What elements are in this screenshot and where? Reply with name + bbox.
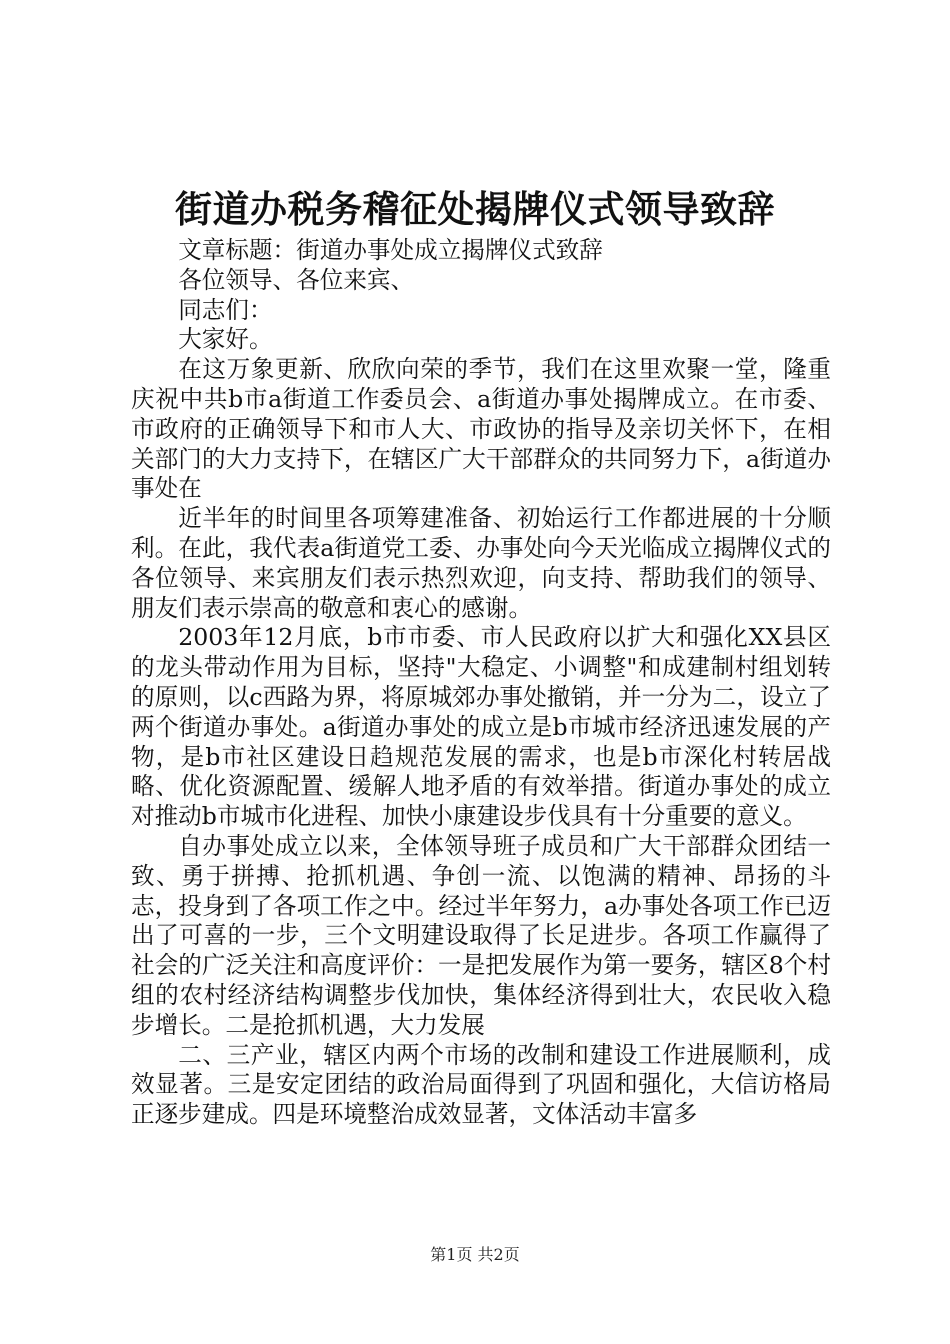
salutation-line: 各位领导、各位来宾、 bbox=[178, 265, 415, 294]
body-paragraph: 2003年12月底，b市市委、市人民政府以扩大和强化XX县区的龙头带动作用为目标，坚持"大稳定、小调整"和成建制村组划转的原则，以c西路为界，将原城郊办事处撤销，并一分为二，设立了两个街道办事处。a街道办事处的成立是b市城市经济迅速发展的产物，是b市社区建设日趋规范发展的需求，也是b市深化村转居战略、优化资源配置、缓解人地矛盾的有效举措。街道办事处的成立对推动b市城市化进程、加快小康建设步伐具有十分重要的意义。 bbox=[131, 623, 831, 831]
body-paragraph: 自办事处成立以来，全体领导班子成员和广大干部群众团结一致、勇于拼搏、抢抓机遇、争创一流、以饱满的精神、昂扬的斗志，投身到了各项工作之中。经过半年努力，a办事处各项工作已迈出了可喜的一步，三个文明建设取得了长足进步。各项工作赢得了社会的广泛关注和高度评价：一是把发展作为第一要务，辖区8个村组的农村经济结构调整步伐加快，集体经济得到壮大，农民收入稳步增长。二是抢抓机遇，大力发展 bbox=[131, 831, 831, 1039]
document-title: 街道办税务稽征处揭牌仪式领导致辞 bbox=[175, 187, 775, 231]
body-paragraph: 二、三产业，辖区内两个市场的改制和建设工作进展顺利，成效显著。三是安定团结的政治局面得到了巩固和强化，大信访格局正逐步建成。四是环境整治成效显著，文体活动丰富多 bbox=[131, 1040, 831, 1129]
body-paragraph: 在这万象更新、欣欣向荣的季节，我们在这里欢聚一堂，隆重庆祝中共b市a街道工作委员会、a街道办事处揭牌成立。在市委、市政府的正确领导下和市人大、市政协的指导及亲切关怀下，在相关部门的大力支持下，在辖区广大干部群众的共同努力下，a街道办事处在 bbox=[131, 355, 831, 503]
page-number-footer: 第1页 共2页 bbox=[430, 1245, 520, 1264]
greeting-line: 大家好。 bbox=[178, 325, 273, 354]
salutation-line: 同志们： bbox=[178, 295, 273, 324]
body-paragraph: 近半年的时间里各项筹建准备、初始运行工作都进展的十分顺利。在此，我代表a街道党工委、办事处向今天光临成立揭牌仪式的各位领导、来宾朋友们表示热烈欢迎，向支持、帮助我们的领导、朋友们表示崇高的敬意和衷心的感谢。 bbox=[131, 504, 831, 622]
article-title-line: 文章标题：街道办事处成立揭牌仪式致辞 bbox=[178, 236, 603, 264]
document-body bbox=[131, 236, 831, 1130]
